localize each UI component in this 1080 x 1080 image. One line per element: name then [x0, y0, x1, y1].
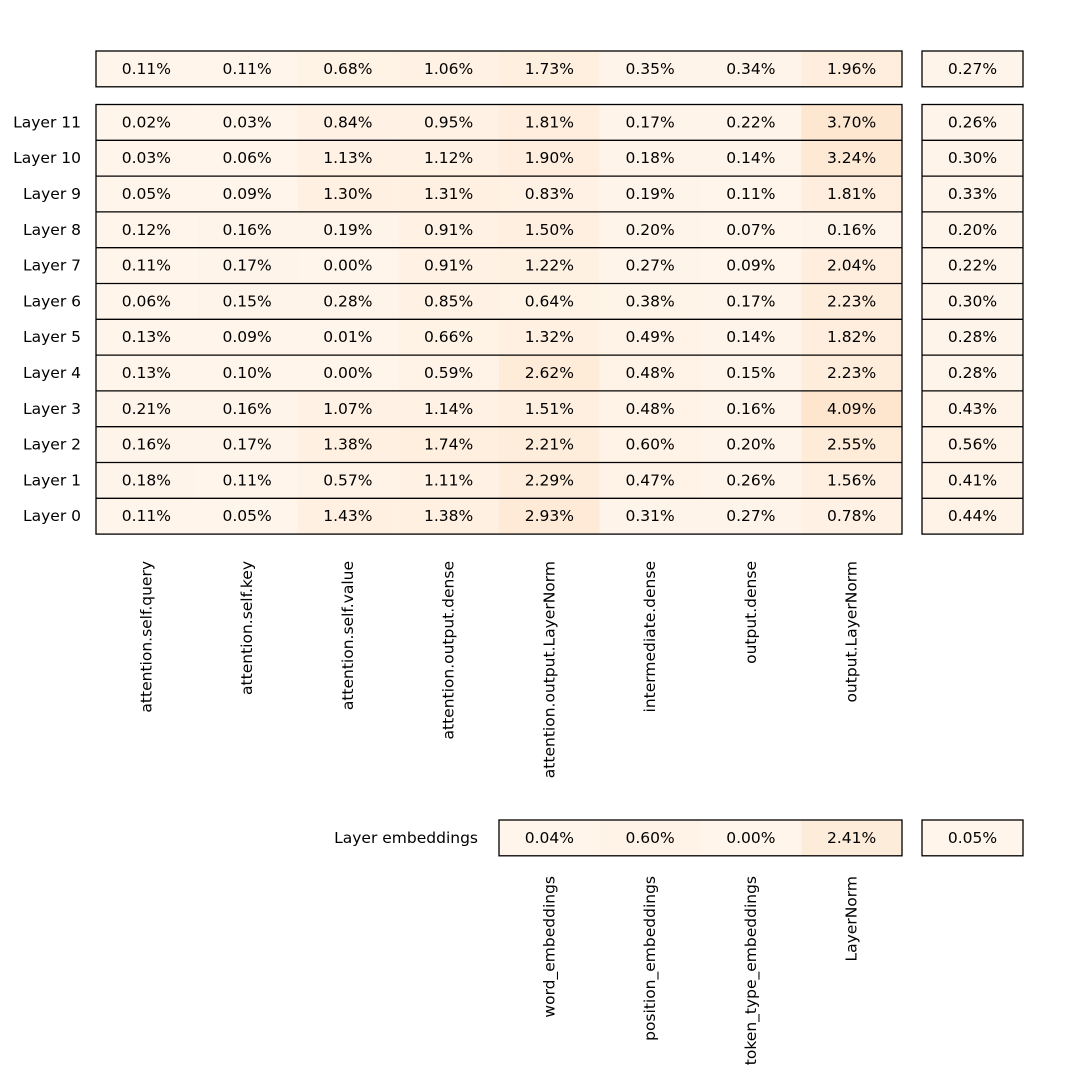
- heatmap-cell-label: 0.00%: [323, 256, 373, 275]
- embedding-cell-label: 0.60%: [625, 828, 675, 847]
- heatmap-cell-label: 0.66%: [424, 328, 474, 347]
- column-label: output.LayerNorm: [842, 561, 861, 703]
- heatmap-cell-label: 0.27%: [625, 256, 675, 275]
- column-label: attention.output.LayerNorm: [540, 561, 559, 779]
- heatmap-cell-label: 0.06%: [222, 149, 272, 168]
- heatmap-cell-label: 1.90%: [524, 149, 574, 168]
- heatmap-cell-label: 0.16%: [726, 399, 776, 418]
- heatmap-cell-label: 0.17%: [222, 435, 272, 454]
- row-label: Layer 3: [22, 399, 81, 418]
- heatmap-cell-label: 0.17%: [625, 113, 675, 132]
- heatmap-cell-label: 0.91%: [424, 220, 474, 239]
- heatmap-cell-label: 1.12%: [424, 149, 474, 168]
- heatmap-cell-label: 0.38%: [625, 292, 675, 311]
- heatmap-cell-label: 0.84%: [323, 113, 373, 132]
- layer-overall-cell-label: 0.26%: [947, 113, 998, 132]
- heatmap-cell-label: 1.56%: [827, 471, 877, 490]
- heatmap-cell-label: 2.23%: [827, 364, 877, 382]
- heatmap-cell-label: 1.14%: [424, 399, 474, 418]
- heatmap-cell-label: 1.43%: [323, 507, 373, 526]
- heatmap-cell-label: 1.11%: [424, 471, 474, 490]
- heatmap-cell-label: 0.18%: [625, 149, 675, 168]
- row-label: Layer 8: [22, 220, 81, 239]
- heatmap-cell-label: 0.07%: [726, 220, 776, 239]
- heatmap-cell-label: 0.11%: [726, 185, 776, 203]
- heatmap-cell-label: 0.12%: [121, 220, 171, 239]
- heatmap-cell-label: 0.60%: [625, 435, 675, 454]
- heatmap-cell-label: 3.70%: [827, 113, 877, 132]
- heatmap-cell-label: 0.16%: [222, 399, 272, 418]
- embedding-cell-label: 2.41%: [827, 828, 877, 847]
- heatmap-cell-label: 1.22%: [524, 256, 574, 275]
- embeddings-overall-cell-label: 0.05%: [947, 828, 998, 847]
- heatmap-cell-label: 0.21%: [121, 399, 171, 418]
- heatmap-cell-label: 0.11%: [121, 256, 171, 275]
- heatmap-cell-label: 0.28%: [323, 292, 373, 311]
- heatmap-cell-label: 0.11%: [121, 507, 171, 526]
- summary-cell-label: 1.96%: [827, 59, 877, 78]
- row-label: Layer 4: [22, 364, 81, 382]
- heatmap-cell-label: 0.16%: [222, 220, 272, 239]
- heatmap-cell-label: 0.91%: [424, 256, 474, 275]
- heatmap-cell-label: 1.51%: [524, 399, 574, 418]
- heatmap-cell-label: 0.16%: [121, 435, 171, 454]
- heatmap-cell-label: 0.01%: [323, 328, 373, 347]
- column-label: attention.self.query: [137, 561, 156, 713]
- row-label: Layer 5: [22, 328, 81, 347]
- heatmap-cell-label: 0.03%: [222, 113, 272, 132]
- heatmap-cell-label: 0.15%: [726, 364, 776, 382]
- heatmap-cell-label: 0.13%: [121, 364, 171, 382]
- embeddings-row-label: Layer embeddings: [334, 828, 478, 847]
- column-label: attention.self.value: [338, 561, 357, 711]
- heatmap-cell-label: 0.16%: [827, 220, 877, 239]
- heatmap-cell-label: 0.95%: [424, 113, 474, 132]
- heatmap-cell-label: 0.20%: [625, 220, 675, 239]
- summary-cell-label: 0.68%: [323, 59, 373, 78]
- heatmap-cell-label: 0.05%: [222, 507, 272, 526]
- heatmap-cell-label: 0.78%: [827, 507, 877, 526]
- heatmap-cell-label: 0.11%: [222, 471, 272, 490]
- heatmap-cell-label: 0.17%: [222, 256, 272, 275]
- heatmap-cell-label: 2.21%: [524, 435, 574, 454]
- heatmap-cell-label: 0.03%: [121, 149, 171, 168]
- column-label: attention.output.dense: [439, 561, 458, 740]
- heatmap-cell-label: 2.93%: [524, 507, 574, 526]
- summary-cell-label: 0.11%: [222, 59, 272, 78]
- heatmap-cell-label: 2.62%: [524, 364, 574, 382]
- heatmap-cell-label: 4.09%: [827, 399, 877, 418]
- embedding-column-label: token_type_embeddings: [741, 876, 760, 1066]
- heatmap-cell-label: 1.82%: [827, 328, 877, 347]
- layer-overall-cell-label: 0.28%: [947, 328, 998, 347]
- layer-overall-cell-label: 0.20%: [947, 220, 998, 239]
- summary-cell-label: 1.06%: [424, 59, 474, 78]
- heatmap-cell-label: 0.59%: [424, 364, 474, 382]
- heatmap-cell-label: 2.55%: [827, 435, 877, 454]
- layer-overall-cell-label: 0.30%: [947, 149, 998, 168]
- heatmap-cell-label: 1.31%: [424, 185, 474, 203]
- heatmap-cell-label: 0.09%: [222, 185, 272, 203]
- heatmap-cell-label: 0.14%: [726, 149, 776, 168]
- heatmap-cell-label: 0.13%: [121, 328, 171, 347]
- heatmap-cell-label: 0.27%: [726, 507, 776, 526]
- heatmap-cell-label: 0.83%: [524, 185, 574, 203]
- layer-overall-cell-label: 0.28%: [947, 364, 998, 382]
- heatmap-cell-label: 0.26%: [726, 471, 776, 490]
- row-label: Layer 2: [22, 435, 81, 454]
- summary-cell-label: 1.73%: [524, 59, 574, 78]
- row-label: Layer 7: [22, 256, 81, 275]
- row-label: Layer 10: [13, 149, 81, 168]
- heatmap-cell-label: 1.74%: [424, 435, 474, 454]
- heatmap-cell-label: 1.50%: [524, 220, 574, 239]
- heatmap-cell-label: 1.13%: [323, 149, 373, 168]
- heatmap-cell-label: 1.38%: [323, 435, 373, 454]
- heatmap-cell-label: 0.57%: [323, 471, 373, 490]
- heatmap-cell-label: 0.10%: [222, 364, 272, 382]
- heatmap-cell-label: 0.09%: [222, 328, 272, 347]
- heatmap-cell-label: 0.14%: [726, 328, 776, 347]
- heatmap-cell-label: 0.47%: [625, 471, 675, 490]
- heatmap-cell-label: 0.19%: [625, 185, 675, 203]
- heatmap-cell-label: 0.18%: [121, 471, 171, 490]
- heatmap-cell-label: 2.29%: [524, 471, 574, 490]
- layer-overall-cell-label: 0.33%: [947, 185, 998, 203]
- heatmap-cell-label: 0.05%: [121, 185, 171, 203]
- heatmap-cell-label: 0.19%: [323, 220, 373, 239]
- heatmap-cell-label: 3.24%: [827, 149, 877, 168]
- heatmap-cell-label: 2.23%: [827, 292, 877, 311]
- heatmap-cell-label: 0.00%: [323, 364, 373, 382]
- embedding-cell-label: 0.04%: [524, 828, 574, 847]
- row-label: Layer 0: [22, 507, 81, 526]
- heatmap-cell-label: 0.17%: [726, 292, 776, 311]
- embedding-cell-label: 0.00%: [726, 828, 776, 847]
- row-label: Layer 9: [22, 185, 81, 203]
- summary-overall-cell-label: 0.27%: [947, 59, 998, 78]
- summary-cell-label: 0.34%: [726, 59, 776, 78]
- heatmap-cell-label: 1.32%: [524, 328, 574, 347]
- row-label: Layer 11: [13, 113, 81, 132]
- embedding-column-label: LayerNorm: [842, 876, 861, 962]
- heatmap-cell-label: 1.07%: [323, 399, 373, 418]
- summary-cell-label: 0.35%: [625, 59, 675, 78]
- heatmap-cell-label: 0.31%: [625, 507, 675, 526]
- row-label: Layer 1: [22, 471, 81, 490]
- heatmap-cell-label: 0.85%: [424, 292, 474, 311]
- layer-overall-cell-label: 0.43%: [947, 399, 998, 418]
- layer-overall-cell-label: 0.44%: [947, 507, 998, 526]
- column-label: intermediate.dense: [641, 561, 660, 713]
- heatmap-cell-label: 0.48%: [625, 364, 675, 382]
- embedding-column-label: word_embeddings: [540, 876, 559, 1018]
- embedding-column-label: position_embeddings: [641, 876, 660, 1041]
- heatmap-cell-label: 0.20%: [726, 435, 776, 454]
- heatmap-cell-label: 0.15%: [222, 292, 272, 311]
- heatmap-cell-label: 0.02%: [121, 113, 171, 132]
- heatmap-cell-label: 2.04%: [827, 256, 877, 275]
- heatmap-cell-label: 1.30%: [323, 185, 373, 203]
- heatmap-cell-label: 0.06%: [121, 292, 171, 311]
- layer-overall-cell-label: 0.41%: [947, 471, 998, 490]
- column-label: output.dense: [741, 561, 760, 664]
- heatmap-cell-label: 0.49%: [625, 328, 675, 347]
- heatmap-cell-label: 1.81%: [524, 113, 574, 132]
- heatmap-cell-label: 0.64%: [524, 292, 574, 311]
- heatmap-cell-label: 1.81%: [827, 185, 877, 203]
- layer-overall-cell-label: 0.56%: [947, 435, 998, 454]
- summary-cell-label: 0.11%: [121, 59, 171, 78]
- heatmap-cell-label: 1.38%: [424, 507, 474, 526]
- heatmap-cell-label: 0.48%: [625, 399, 675, 418]
- heatmap-cell-label: 0.09%: [726, 256, 776, 275]
- heatmap-cell-label: 0.22%: [726, 113, 776, 132]
- column-label: attention.self.key: [238, 561, 257, 695]
- layer-overall-cell-label: 0.22%: [947, 256, 998, 275]
- layer-overall-cell-label: 0.30%: [947, 292, 998, 311]
- row-label: Layer 6: [22, 292, 81, 311]
